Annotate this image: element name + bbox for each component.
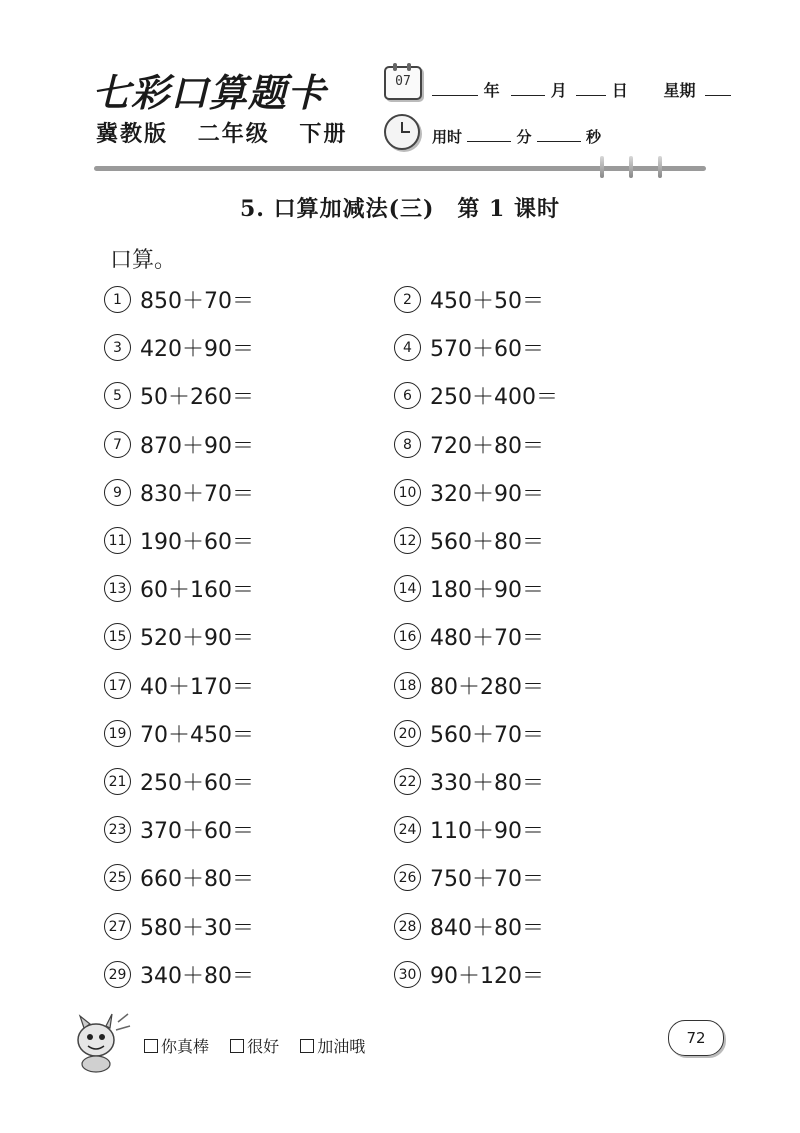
problem-expression: 660＋80＝ [140, 867, 254, 893]
problem-item [394, 477, 544, 508]
problem-expression: 560＋80＝ [430, 530, 544, 555]
problem-expression: 190＋60＝ [140, 530, 254, 555]
problem-item [394, 766, 544, 797]
problem-expression: 320＋90＝ [430, 481, 544, 507]
year-blank[interactable] [432, 81, 478, 96]
problem-expression: 250＋60＝ [140, 771, 254, 796]
minute-blank[interactable] [467, 127, 511, 142]
binder-ring-icon [629, 156, 633, 178]
problem-expression: 420＋90＝ [140, 337, 254, 363]
problem-expression: 50＋260＝ [140, 385, 254, 411]
time-used-label: 用时 [432, 128, 463, 146]
problem-item [394, 332, 544, 363]
problem-item [104, 718, 254, 749]
edition-info [96, 117, 367, 148]
problem-item [104, 284, 254, 315]
problem-item [394, 911, 544, 942]
problem-expression: 370＋60＝ [140, 819, 254, 845]
lesson-title: 5. 口算加减法(三) 第 1 课时 [239, 196, 561, 222]
problem-number: 22 [394, 768, 421, 795]
problem-grid [104, 284, 664, 1004]
instruction: 口算。 [110, 248, 177, 273]
cartoon-mascot-icon [66, 1010, 136, 1074]
brand-title: 七彩口算题卡 [92, 71, 327, 115]
problem-number: 4 [394, 334, 421, 361]
second-label: 秒 [585, 128, 601, 146]
time-fill-line [432, 126, 601, 147]
problem-expression: 90＋120＝ [430, 963, 544, 989]
problem-expression: 80＋280＝ [430, 674, 544, 700]
problem-number: 18 [394, 672, 421, 699]
problem-number: 1 [104, 286, 131, 313]
problem-number: 14 [394, 575, 421, 602]
problem-item [394, 380, 558, 411]
problem-number: 24 [394, 816, 421, 843]
problem-item [394, 862, 544, 893]
problem-item [104, 573, 254, 604]
page-number: 72 [668, 1020, 724, 1056]
problem-number: 30 [394, 961, 421, 988]
binder-rings [600, 156, 682, 182]
problem-expression: 180＋90＝ [430, 578, 544, 604]
problem-expression: 570＋60＝ [430, 337, 544, 363]
minute-label: 分 [516, 128, 532, 146]
checkbox-icon[interactable] [300, 1039, 314, 1053]
rating-label: 你真棒 [161, 1037, 210, 1056]
problem-item [394, 429, 544, 460]
problem-expression: 720＋80＝ [430, 433, 544, 459]
problem-number: 25 [104, 864, 131, 891]
date-fill-line [432, 78, 731, 101]
problem-item [394, 284, 544, 315]
problem-item [104, 621, 254, 652]
problem-expression: 340＋80＝ [140, 963, 254, 989]
edition-volume: 下册 [299, 122, 348, 147]
problem-expression: 450＋50＝ [430, 289, 544, 314]
calendar-day: 07 [395, 74, 411, 89]
checkbox-icon[interactable] [230, 1039, 244, 1053]
problem-item [104, 670, 254, 701]
year-label: 年 [483, 81, 500, 100]
problem-number: 15 [104, 623, 131, 650]
edition-grade: 二年级 [197, 122, 270, 147]
problem-item [394, 959, 544, 990]
problem-item [104, 959, 254, 990]
problem-item [104, 380, 254, 411]
problem-number: 28 [394, 913, 421, 940]
problem-number: 13 [104, 575, 131, 602]
problem-expression: 830＋70＝ [140, 481, 254, 507]
problem-item [104, 525, 254, 556]
rating-option-great[interactable] [144, 1037, 209, 1056]
weekday-blank[interactable] [705, 81, 731, 96]
self-rating [144, 1034, 381, 1057]
problem-item [394, 573, 544, 604]
rating-option-keep-going[interactable] [300, 1037, 365, 1056]
problem-expression: 330＋80＝ [430, 771, 544, 796]
problem-number: 5 [104, 382, 131, 409]
problem-number: 23 [104, 816, 131, 843]
problem-item [394, 814, 544, 845]
problem-expression: 110＋90＝ [430, 819, 544, 845]
problem-expression: 750＋70＝ [430, 867, 544, 893]
problem-number: 29 [104, 961, 131, 988]
problem-number: 19 [104, 720, 131, 747]
problem-number: 21 [104, 768, 131, 795]
rating-label: 加油哦 [317, 1037, 366, 1056]
problem-item [394, 525, 544, 556]
problem-number: 20 [394, 720, 421, 747]
problem-item [104, 332, 254, 363]
problem-item [394, 670, 544, 701]
weekday-label: 星期 [663, 81, 696, 100]
problem-expression: 60＋160＝ [140, 578, 254, 604]
problem-number: 6 [394, 382, 421, 409]
problem-item [104, 429, 254, 460]
second-blank[interactable] [537, 127, 581, 142]
problem-item [394, 621, 544, 652]
clock-icon [384, 114, 420, 150]
problem-expression: 250＋400＝ [430, 385, 558, 411]
problem-number: 12 [394, 527, 421, 554]
binder-ring-icon [600, 156, 604, 178]
problem-expression: 580＋30＝ [140, 915, 254, 941]
problem-expression: 480＋70＝ [430, 626, 544, 652]
problem-expression: 40＋170＝ [140, 674, 254, 700]
problem-expression: 520＋90＝ [140, 626, 254, 652]
day-label: 日 [611, 81, 628, 100]
rating-label: 很好 [247, 1037, 280, 1056]
calendar-icon [384, 66, 422, 100]
problem-item [104, 862, 254, 893]
problem-number: 9 [104, 479, 131, 506]
rating-option-good[interactable] [230, 1037, 279, 1056]
problem-expression: 850＋70＝ [140, 289, 254, 314]
edition-publisher: 冀教版 [96, 122, 169, 147]
problem-item [104, 814, 254, 845]
problem-expression: 560＋70＝ [430, 722, 544, 748]
checkbox-icon[interactable] [144, 1039, 158, 1053]
problem-item [104, 477, 254, 508]
problem-number: 8 [394, 431, 421, 458]
problem-number: 16 [394, 623, 421, 650]
problem-expression: 70＋450＝ [140, 722, 254, 748]
problem-number: 26 [394, 864, 421, 891]
problem-number: 3 [104, 334, 131, 361]
problem-number: 7 [104, 431, 131, 458]
problem-number: 27 [104, 913, 131, 940]
problem-item [104, 766, 254, 797]
binder-ring-icon [658, 156, 662, 178]
problem-number: 2 [394, 286, 421, 313]
problem-expression: 840＋80＝ [430, 915, 544, 941]
month-label: 月 [550, 81, 567, 100]
problem-number: 17 [104, 672, 131, 699]
problem-expression: 870＋90＝ [140, 433, 254, 459]
problem-number: 10 [394, 479, 421, 506]
problem-item [394, 718, 544, 749]
problem-number: 11 [104, 527, 131, 554]
day-blank[interactable] [576, 81, 606, 96]
problem-item [104, 911, 254, 942]
month-blank[interactable] [511, 81, 545, 96]
